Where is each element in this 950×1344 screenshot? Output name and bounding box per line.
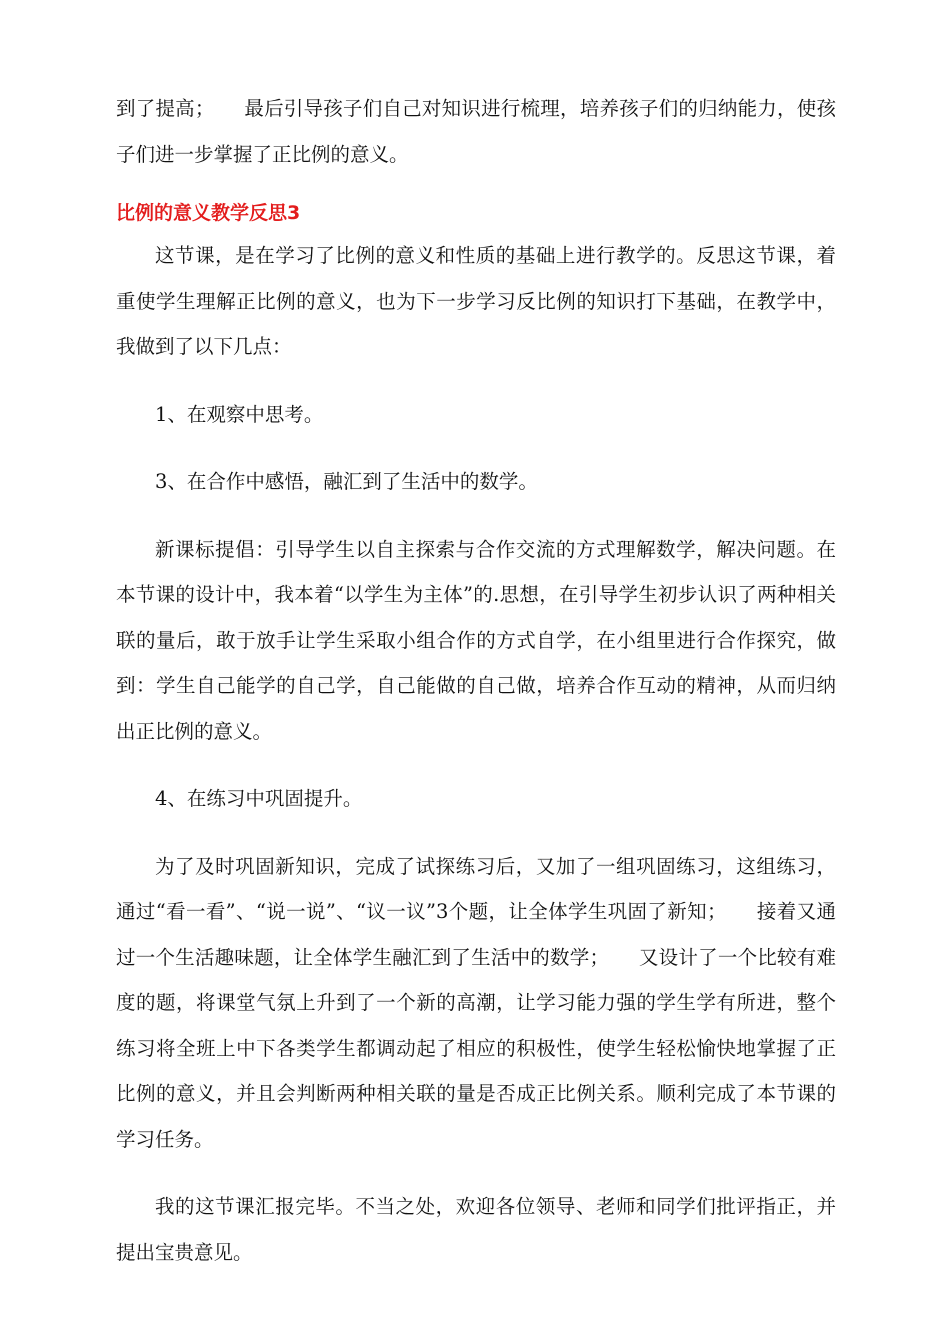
paragraph-4: 新课标提倡：引导学生以自主探索与合作交流的方式理解数学，解决问题。在本节课的设计中，我本着“以学生为主体”的.思想，在引导学生初步认识了两种相关联的量后，敢于放手让学生采取小组合作的方式自学，在小组里进行合作探究，做到：学生自己能学的自己学，自己能做的自己做，培养合作互动的精神，从而归纳出正比例的意义。 <box>116 537 836 743</box>
paragraph-6: 为了及时巩固新知识，完成了试探练习后，又加了一组巩固练习，这组练习，通过“看一看”、“说一说”、“议一议”3个题，让全体学生巩固了新知； 接着又通过一个生活趣味题，让全体学生融汇到了生活中的数学； 又设计了一个比较有难度的题，将课堂气氛上升到了一个新的高潮，让学习能力强的学生学有所进，整个练习将全班上中下各类学生都调动起了相应的积极性，使学生轻松愉快地掌握了正比例的意义，并且会判断两种相关联的量是否成正比例关系。顺利完成了本节课的学习任务。 <box>116 854 836 1151</box>
intro-paragraph: 到了提高； 最后引导孩子们自己对知识进行梳理，培养孩子们的归纳能力，使孩子们进一步掌握了正比例的意义。 <box>116 97 836 166</box>
paragraph-2: 1、在观察中思考。 <box>155 402 324 426</box>
section-heading: 比例的意义教学反思3 <box>116 202 301 224</box>
paragraph-1: 这节课，是在学习了比例的意义和性质的基础上进行教学的。反思这节课，着重使学生理解正比例的意义，也为下一步学习反比例的知识打下基础，在教学中，我做到了以下几点： <box>116 244 836 358</box>
paragraph-5: 4、在练习中巩固提升。 <box>155 787 363 810</box>
paragraph-3: 3、在合作中感悟，融汇到了生活中的数学。 <box>155 470 538 493</box>
document-body <box>116 86 836 1275</box>
paragraph-7: 我的这节课汇报完毕。不当之处，欢迎各位领导、老师和同学们批评指正，并提出宝贵意见。 <box>116 1195 836 1264</box>
